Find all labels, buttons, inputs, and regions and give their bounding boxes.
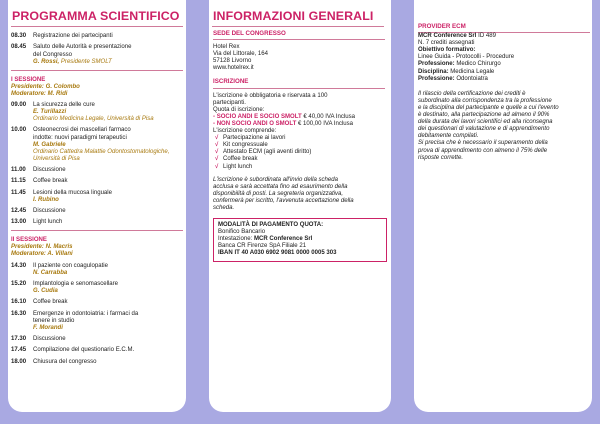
programme-body (33, 263, 186, 277)
programme-speaker-line (33, 270, 186, 277)
programme-title: Coffee break (33, 178, 68, 185)
comprende-text: Light lunch (223, 163, 253, 170)
note-line: è destinato, alla partecipazione ad almeno il 90% (418, 112, 550, 119)
iscrizione-note (213, 177, 391, 212)
programma-list (8, 27, 186, 366)
programme-item (11, 263, 186, 277)
programma-panel (8, 0, 186, 412)
note-line: Si precisa che è necessario il superamento della (418, 140, 548, 147)
programme-body (33, 336, 186, 343)
iscrizione-text (213, 93, 391, 107)
programme-item (11, 281, 186, 295)
comprende-item (213, 135, 391, 142)
programme-body (33, 311, 186, 332)
programme-time: 11.00 (11, 167, 26, 174)
provider-heading: PROVIDER ECM (418, 23, 466, 30)
sede-line: 57128 Livorno (213, 58, 252, 65)
programme-title: Osteonecrosi dei mascellari farmaco (33, 127, 131, 134)
programme-body (33, 102, 186, 123)
programme-title: tenere in studio (33, 317, 75, 324)
informazioni-title: INFORMAZIONI GENERALI (213, 9, 374, 23)
note-line: Il rilascio della certificazione dei crediti è (418, 90, 526, 97)
programme-title: Discussione (33, 167, 66, 174)
programme-item (11, 44, 186, 65)
quota-label: Quota di iscrizione: (213, 106, 265, 113)
programme-item (11, 167, 186, 174)
programme-title: Saluto delle Autorità e presentazione (33, 44, 132, 51)
disciplina-value: Medicina Legale (448, 68, 495, 75)
programme-title: Chiusura del congresso (33, 358, 97, 365)
programme-speaker: M. Gabriele (33, 141, 66, 148)
note-line: disponibilità di posti. La segreteria organizzativa, (213, 190, 344, 197)
programme-body (33, 127, 186, 162)
iscrizione-heading: ISCRIZIONE (213, 78, 249, 86)
crediti-text: N. 7 crediti assegnati (418, 40, 475, 47)
programme-time: 12.45 (11, 208, 27, 214)
comprende-text: Partecipazione ai lavori (223, 135, 286, 142)
provider-panel (414, 0, 592, 412)
subheading-divider (213, 39, 385, 40)
provider-note (418, 91, 592, 162)
title-divider (212, 26, 384, 27)
programme-item (11, 208, 186, 215)
programme-body (33, 359, 186, 366)
programme-time: 11.15 (11, 178, 26, 185)
professione-value: Odontoiatra (454, 75, 488, 82)
programme-time: 14.30 (11, 262, 27, 269)
session-1-header: I SESSIONE Presidente: G. Colombo Moderatore: M. Ridi (11, 76, 80, 97)
programme-time: 15.20 (11, 280, 27, 287)
text-line: partecipanti. (213, 99, 246, 106)
programme-speaker-line (33, 288, 186, 295)
comprende-item (213, 142, 391, 149)
professione-label: Professione: (418, 75, 455, 82)
programme-affiliation: Presidente SMOLT (59, 58, 112, 65)
disciplina (418, 69, 592, 76)
comprende-item (213, 156, 391, 163)
programme-item (11, 359, 186, 366)
note-line: risposte corrette. (418, 154, 464, 161)
professione-2 (418, 76, 592, 83)
intestazione-label: Intestazione: (218, 236, 254, 243)
programme-body (33, 190, 186, 204)
section-divider (11, 70, 183, 71)
programme-title: Coffee break (33, 299, 68, 306)
obiettivo-label: Obiettivo formativo: (418, 47, 476, 54)
text-line: L'iscrizione è obbligatoria e riservata a 100 (213, 92, 328, 99)
comprende-item (213, 149, 391, 156)
obiettivo-value: Linee Guida - Protocolli - Procedure (418, 54, 515, 61)
note-line: dei questionari di valutazione e di apprendimento (418, 126, 550, 133)
quota-non-socio-value: € 100,00 IVA Inclusa (296, 120, 354, 127)
payment-title: MODALITÀ DI PAGAMENTO QUOTA: (218, 222, 324, 229)
payment-iban: IBAN IT 40 A030 6902 9081 0000 0005 303 (218, 250, 337, 257)
programme-body (33, 281, 186, 295)
programme-item (11, 178, 186, 185)
programme-title: Light lunch (33, 219, 63, 226)
programme-speaker-line (33, 325, 186, 332)
professione-1 (418, 61, 592, 68)
programme-title: La sicurezza delle cure (33, 101, 95, 108)
payment-intestazione (218, 236, 382, 243)
programme-body (33, 299, 186, 306)
comprende-text: Attestato ECM (agli aventi diritto) (223, 149, 312, 156)
programme-item (11, 311, 186, 332)
comprende-text: Kit congressuale (223, 142, 268, 149)
payment-box (213, 218, 387, 261)
programme-item (11, 33, 186, 40)
programme-time: 08.30 (11, 33, 27, 40)
informazioni-panel (209, 0, 391, 412)
programme-item (11, 219, 186, 226)
sede-line: Via del Littorale, 164 (213, 51, 269, 58)
programme-speaker: G. Cudia (33, 288, 58, 295)
programme-body (33, 44, 186, 65)
programme-time: 13.00 (11, 219, 27, 226)
programme-title: Discussione (33, 208, 66, 214)
disciplina-label: Disciplina: (418, 68, 449, 75)
note-line: subordinato alla corrispondenza tra la professione (418, 97, 552, 104)
subheading-divider (213, 88, 385, 89)
programme-time: 10.00 (11, 127, 27, 134)
check-icon: √ (215, 142, 219, 149)
note-line: acclusa e sarà accettata fino ad esaurimento della (213, 183, 348, 190)
programme-body (33, 33, 186, 40)
programme-speaker-line (33, 109, 186, 123)
check-icon: √ (215, 163, 219, 170)
sede-line: Hotel Rex (213, 44, 240, 51)
programme-item (11, 336, 186, 343)
comprende-label: L'iscrizione comprende: (213, 128, 277, 135)
programme-body (33, 167, 186, 174)
programme-item (11, 299, 186, 306)
programme-body (33, 208, 186, 215)
sede-heading: SEDE DEL CONGRESSO (213, 30, 286, 37)
programme-body (33, 347, 186, 354)
sede-address (213, 44, 391, 72)
note-line: e la disciplina del partecipante e quelle a cui l'evento (418, 104, 559, 111)
programme-title: Il paziente con coagulopatie (33, 262, 108, 269)
check-icon: √ (215, 156, 219, 163)
quota-non-socio-label: - NON SOCIO ANDI O SMOLT (213, 120, 297, 127)
note-line: della durata dei lavori scientifici ed alla riconsegna (418, 119, 553, 126)
check-icon: √ (215, 149, 219, 156)
programme-title: Registrazione dei partecipanti (33, 33, 113, 40)
programme-time: 16.30 (11, 310, 27, 317)
programme-title: Compilazione del questionario E.C.M. (33, 347, 135, 354)
programme-item (11, 347, 186, 354)
programme-speaker: E. Turillazzi (33, 109, 67, 116)
programme-speaker-line (33, 197, 186, 204)
programme-time: 11.45 (11, 189, 26, 196)
note-line: L'iscrizione è subordinata all'invio della scheda (213, 176, 339, 183)
hotel-website-link[interactable]: www.hotelrex.it (213, 65, 254, 72)
session-2-header: II SESSIONE Presidente: N. Macris Moderatore: A. Villani (11, 237, 73, 258)
note-line: debitamente compilati. (418, 133, 479, 140)
quota-socio (213, 114, 391, 121)
programme-speaker: G. Rossi, (33, 58, 60, 65)
programme-body (33, 219, 186, 226)
provider-name (418, 33, 592, 40)
programme-title: Implantologia e senomascellare (33, 280, 119, 287)
programma-title: PROGRAMMA SCIENTIFICO (12, 9, 180, 23)
programme-speaker-line (33, 59, 186, 66)
section-divider (11, 230, 183, 231)
programme-body (33, 178, 186, 185)
programme-title: Lesioni della mucosa linguale (33, 189, 112, 196)
comprende-item (213, 164, 391, 171)
programme-time: 09.00 (11, 101, 27, 108)
note-line: confermerà per iscritto, l'avvenuta accettazione della (213, 197, 354, 204)
intestazione-value: MCR Conference Srl (253, 236, 313, 243)
programme-title: indotte: nuovi paradigmi terapeutici (33, 134, 127, 141)
professione-label: Professione: (418, 61, 455, 68)
provider-id: ID 489 (476, 33, 496, 40)
programme-speaker: F. Morandi (33, 324, 63, 331)
programme-item (11, 102, 186, 123)
programme-title: del Congresso (33, 51, 72, 58)
comprende-text: Coffee break (223, 156, 258, 163)
check-icon: √ (215, 135, 219, 142)
programme-time: 16.10 (11, 299, 27, 306)
quota-socio-label: - SOCIO ANDI E SOCIO SMOLT (213, 113, 302, 120)
quota-non-socio (213, 121, 391, 128)
provider-name-bold: MCR Conference Srl (418, 33, 477, 40)
programme-time: 17.45 (11, 347, 27, 354)
programme-speaker: N. Carrabba (33, 269, 68, 276)
programme-time: 18.00 (11, 358, 27, 365)
payment-bank: Banca CR Firenze SpA Filiale 21 (218, 243, 307, 250)
programme-item (11, 127, 186, 162)
payment-method: Bonifico Bancario (218, 229, 266, 236)
programme-item (11, 190, 186, 204)
note-line: prova di apprendimento con almeno il 75% delle (418, 147, 548, 154)
quota-socio-value: € 40,00 IVA Inclusa (301, 113, 356, 120)
programme-title: Emergenze in odontoiatria: i farmaci da (33, 310, 139, 317)
programme-time: 17.30 (11, 336, 27, 343)
professione-value: Medico Chirurgo (454, 61, 501, 68)
comprende-list (213, 135, 391, 170)
note-line: scheda. (213, 204, 235, 211)
programme-time: 08.45 (11, 44, 27, 51)
programme-speaker-line (33, 142, 186, 163)
programme-speaker: I. Rubino (33, 196, 59, 203)
programme-affiliation: Ordinario Cattedra Malattie Odontostomatologiche, Università di Pisa (33, 148, 170, 162)
programme-affiliation: Ordinario Medicina Legale, Università di Pisa (33, 116, 154, 123)
programme-title: Discussione (33, 336, 66, 343)
